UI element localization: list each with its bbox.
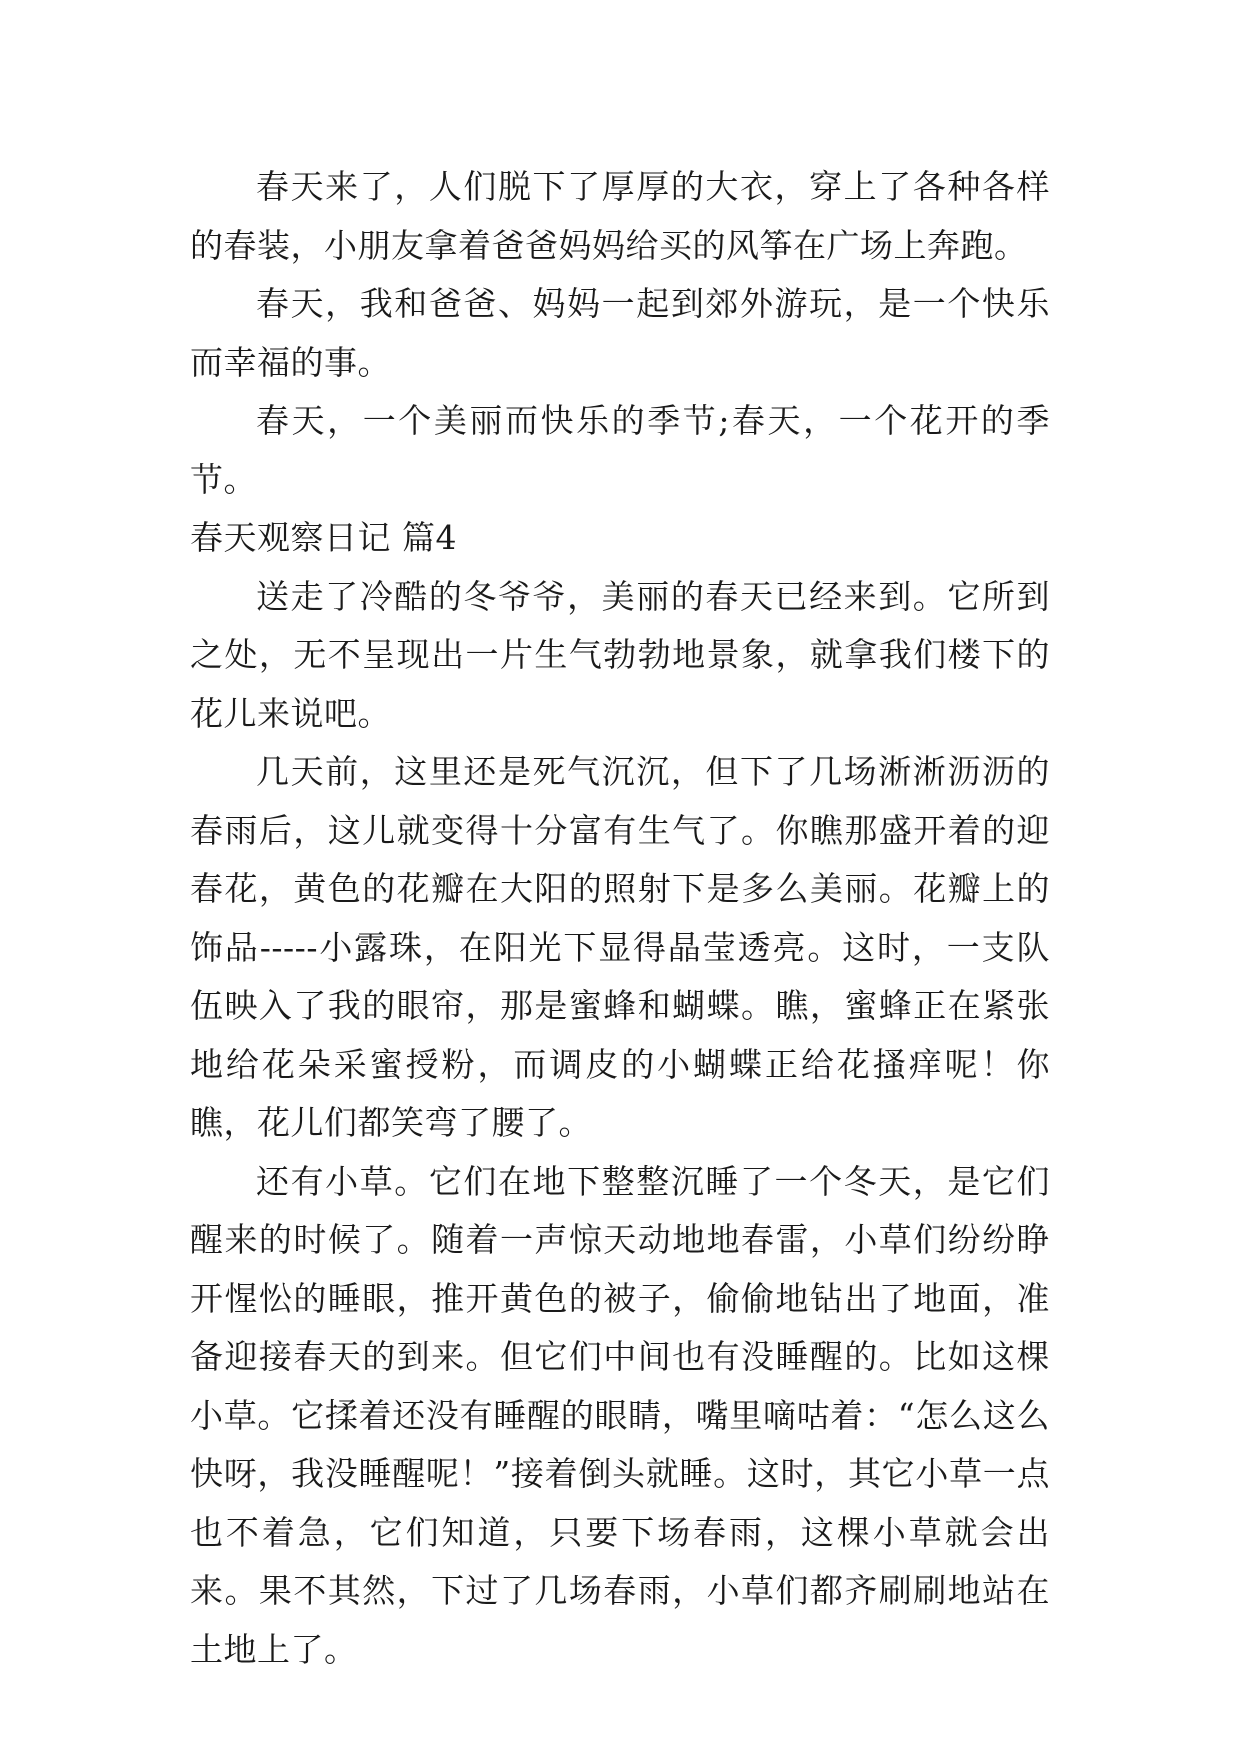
paragraph: 春天，我和爸爸、妈妈一起到郊外游玩，是一个快乐而幸福的事。 — [190, 284, 1050, 382]
paragraph: 送走了冷酷的冬爷爷，美丽的春天已经来到。它所到之处，无不呈现出一片生气勃勃地景象，就拿我们楼下的花儿来说吧。 — [190, 576, 1050, 733]
document-body — [190, 158, 1050, 1679]
section-heading: 春天观察日记 篇4 — [190, 518, 457, 557]
paragraph: 还有小草。它们在地下整整沉睡了一个冬天，是它们醒来的时候了。随着一声惊天动地地春雷，小草们纷纷睁开惺忪的睡眼，推开黄色的被子，偷偷地钻出了地面，准备迎接春天的到来。但它们中间也有没睡醒的。比如这棵小草。它揉着还没有睡醒的眼睛，嘴里嘀咕着：“怎么这么快呀，我没睡醒呢！”接着倒头就睡。这时，其它小草一点也不着急，它们知道，只要下场春雨，这棵小草就会出来。果不其然，下过了几场春雨，小草们都齐刷刷地站在土地上了。 — [190, 1161, 1050, 1669]
paragraph: 春天来了，人们脱下了厚厚的大衣，穿上了各种各样的春装，小朋友拿着爸爸妈妈给买的风筝在广场上奔跑。 — [190, 167, 1050, 265]
paragraph: 几天前，这里还是死气沉沉，但下了几场淅淅沥沥的春雨后，这儿就变得十分富有生气了。你瞧那盛开着的迎春花，黄色的花瓣在大阳的照射下是多么美丽。花瓣上的饰品-----小露珠，在阳光下显得晶莹透亮。这时，一支队伍映入了我的眼帘，那是蜜蜂和蝴蝶。瞧，蜜蜂正在紧张地给花朵采蜜授粉，而调皮的小蝴蝶正给花搔痒呢！你瞧，花儿们都笑弯了腰了。 — [190, 752, 1050, 1142]
paragraph: 春天，一个美丽而快乐的季节;春天，一个花开的季节。 — [190, 401, 1050, 499]
